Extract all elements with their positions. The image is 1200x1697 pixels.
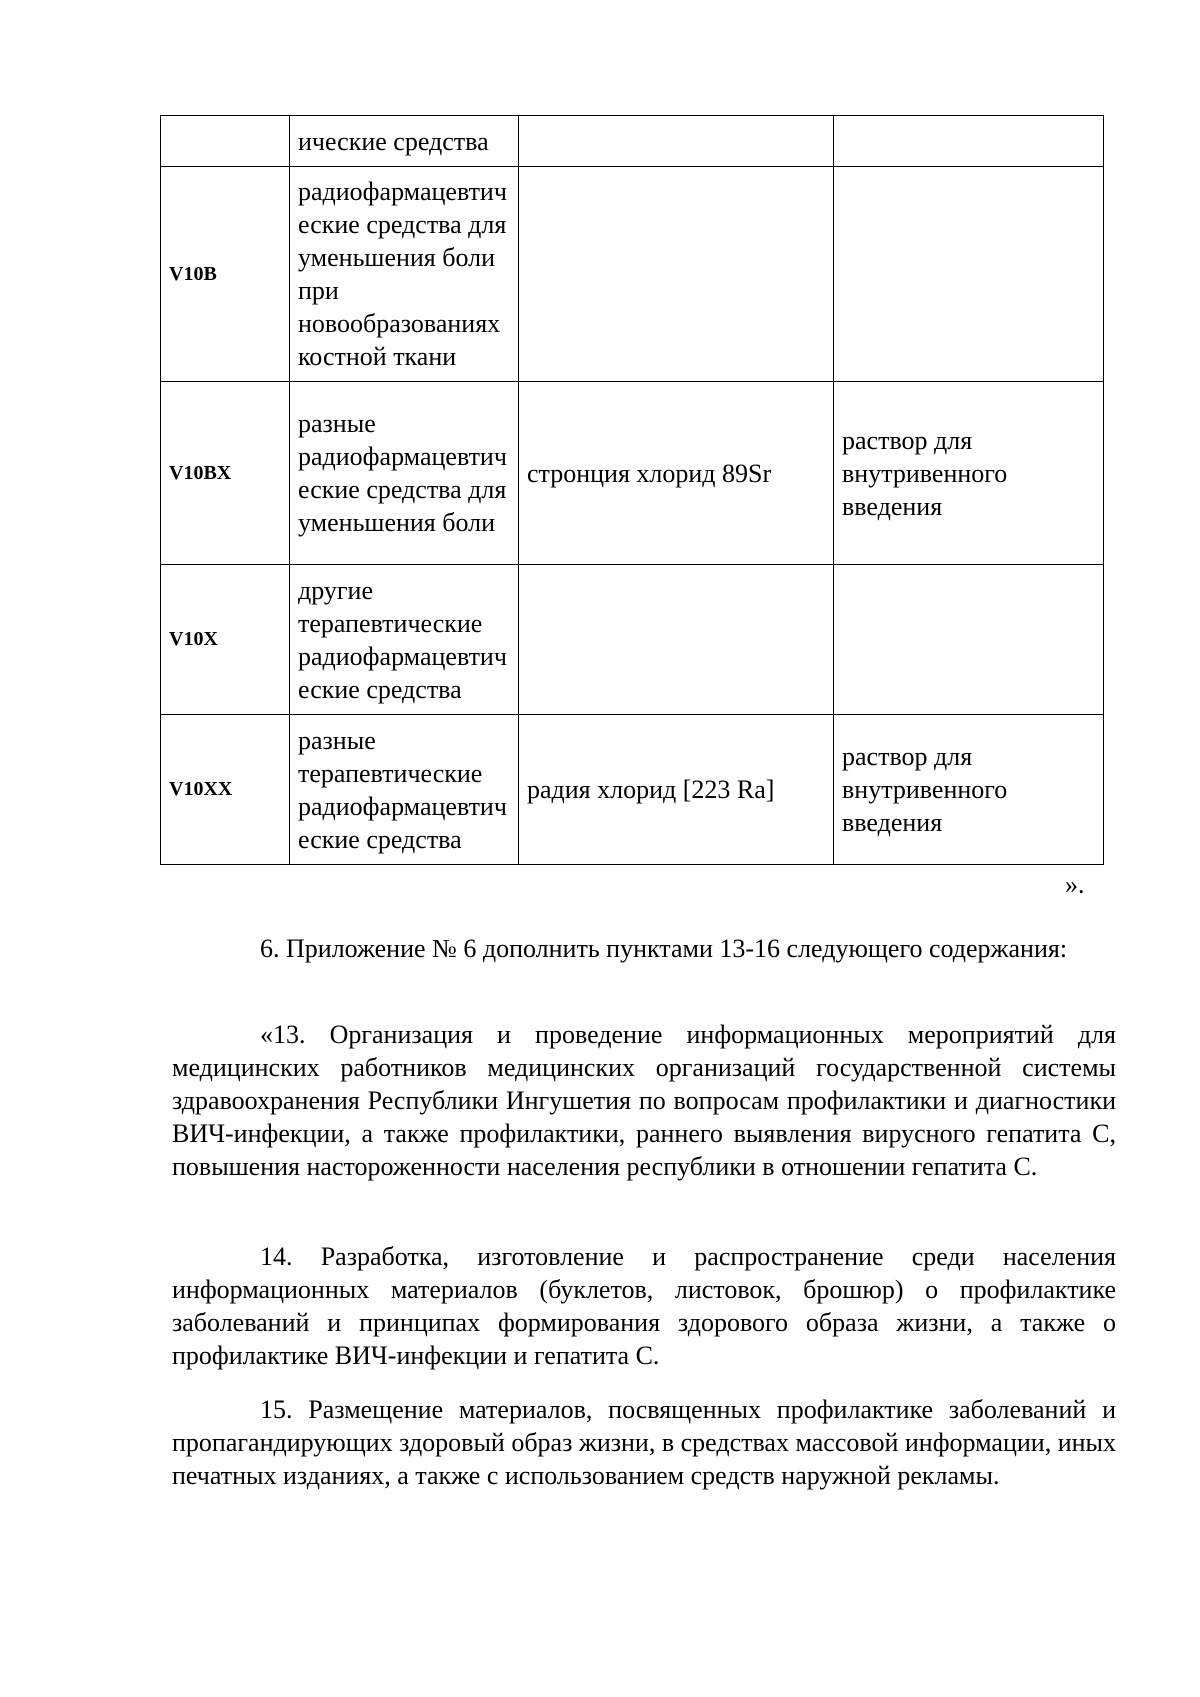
substance-cell [519,167,834,382]
atc-code-cell [161,116,290,167]
atc-code-cell: V10BX [161,382,290,565]
paragraph-item-13: «13. Организация и проведение информационных мероприятий для медицинских работников медицинских организаций государственной системы здравоохранения Республики Ингушетия по вопросам профилактики и диагностики ВИЧ-инфекции, а также профилактики, раннего выявления вирусного гепатита С, повышения настороженности населения республики в отношении гепатита С. [172,1020,1116,1181]
substance-cell: радия хлорид [223 Ra] [519,715,834,865]
table-row [161,382,1104,565]
dosage-form-cell [834,565,1104,715]
atc-code-cell: V10XX [161,715,290,865]
group-name-cell: другие терапевтические радиофармацевтические средства [290,565,519,715]
group-name-cell: ические средства [290,116,519,167]
substance-cell [519,565,834,715]
drug-table [160,115,1104,865]
closing-quote: ». [1065,870,1085,899]
table-row [161,116,1104,167]
table-row [161,715,1104,865]
substance-cell [519,116,834,167]
dosage-form-cell [834,116,1104,167]
paragraph-item-6: 6. Приложение № 6 дополнить пунктами 13-16 следующего содержания: [260,934,1068,963]
group-name-cell: разные терапевтические радиофармацевтические средства [290,715,519,865]
atc-code-cell: V10X [161,565,290,715]
table-row [161,565,1104,715]
atc-code-cell: V10B [161,167,290,382]
paragraph-item-15: 15. Размещение материалов, посвященных профилактике заболеваний и пропагандирующих здоровый образ жизни, в средствах массовой информации, иных печатных изданиях, а также с использованием средств наружной рекламы. [172,1395,1117,1490]
dosage-form-cell [834,167,1104,382]
table-row [161,167,1104,382]
dosage-form-cell: раствор для внутривенного введения [834,715,1104,865]
group-name-cell: разные радиофармацевтические средства для уменьшения боли [290,382,519,565]
substance-cell: стронция хлорид 89Sr [519,382,834,565]
paragraph-item-14: 14. Разработка, изготовление и распространение среди населения информационных материалов (буклетов, листовок, брошюр) о профилактике заболеваний и принципах формирования здорового образа жизни, а также о профилактике ВИЧ-инфекции и гепатита С. [172,1242,1116,1370]
group-name-cell: радиофармацевтические средства для уменьшения боли при новообразованиях костной ткани [290,167,519,382]
dosage-form-cell: раствор для внутривенного введения [834,382,1104,565]
